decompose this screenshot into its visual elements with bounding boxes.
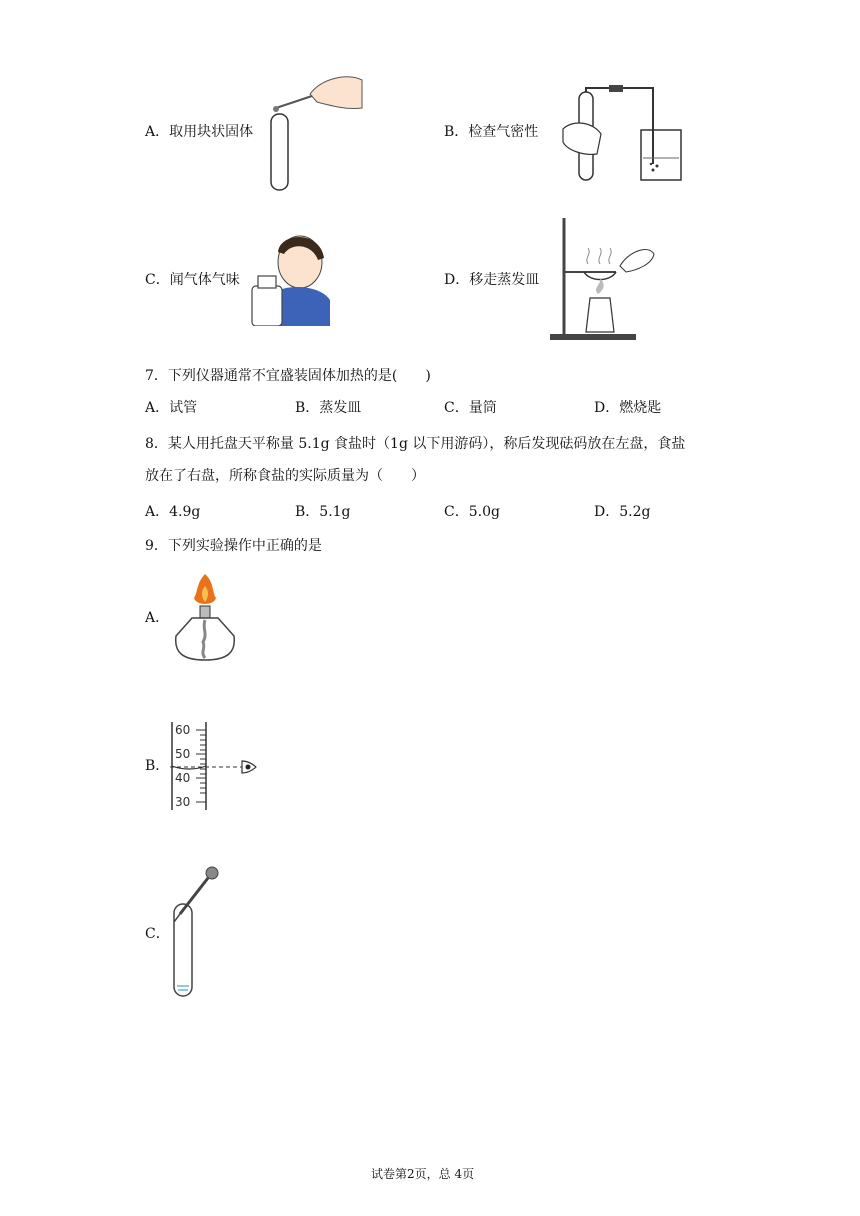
dropper-into-test-tube-image — [168, 866, 224, 998]
q8-option-b: B．5.1g — [295, 504, 351, 520]
hand-icon — [310, 77, 362, 109]
tweezers — [276, 96, 312, 108]
person-shirt — [280, 287, 330, 326]
page-footer: 试卷第2页，总 4页 — [371, 1167, 475, 1181]
q8-option-c: C．5.0g — [444, 504, 500, 520]
q9-option-a: A． — [145, 610, 170, 626]
scale-label-40: 40 — [175, 771, 191, 785]
dropper-bulb — [206, 867, 218, 879]
graduated-cylinder-reading-image — [168, 720, 260, 812]
q7-option-b: B．蒸发皿 — [295, 400, 362, 416]
q9-option-c: C． — [145, 926, 170, 942]
evaporating-dish — [584, 272, 616, 280]
q6-option-c: C．闻气体气味 — [145, 272, 240, 288]
stand-base — [550, 334, 636, 340]
airtight-check-image — [553, 84, 685, 186]
q7-option-c: C．量筒 — [444, 400, 497, 416]
gas-bottle — [252, 286, 282, 326]
q7-stem: 7．下列仪器通常不宜盛装固体加热的是( ) — [145, 368, 431, 384]
test-tube — [271, 114, 288, 190]
scale-label-30: 30 — [175, 795, 191, 809]
q8-stem-line-2: 放在了右盘，所称食盐的实际质量为（ ） — [145, 468, 425, 484]
move-evaporating-dish-image — [548, 214, 658, 342]
q9-option-b: B． — [145, 758, 170, 774]
q6-option-a: A．取用块状固体 — [145, 124, 254, 140]
dropper-tube — [180, 878, 208, 914]
lit-alcohol-lamp-image — [172, 572, 238, 664]
beaker — [641, 130, 681, 180]
hand-icon — [563, 123, 601, 154]
take-solid-image — [262, 68, 367, 194]
scale-label-60: 60 — [175, 723, 191, 737]
q9-stem: 9．下列实验操作中正确的是 — [145, 538, 322, 554]
q8-stem-line-1: 8．某人用托盘天平称量 5.1g 食盐时（1g 以下用游码），称后发现砝码放在左盘，食盐 — [145, 436, 686, 452]
smell-gas-image — [250, 230, 330, 326]
q6-option-d: D．移走蒸发皿 — [444, 272, 540, 288]
q7-option-d: D．燃烧匙 — [594, 400, 662, 416]
alcohol-lamp — [586, 298, 614, 332]
q8-option-a: A．4.9g — [145, 504, 201, 520]
q7-option-a: A．试管 — [145, 400, 198, 416]
hand-icon — [620, 250, 654, 272]
q6-option-b: B．检查气密性 — [444, 124, 539, 140]
q8-option-d: D．5.2g — [594, 504, 651, 520]
steam — [587, 248, 611, 264]
scale-label-50: 50 — [175, 747, 191, 761]
